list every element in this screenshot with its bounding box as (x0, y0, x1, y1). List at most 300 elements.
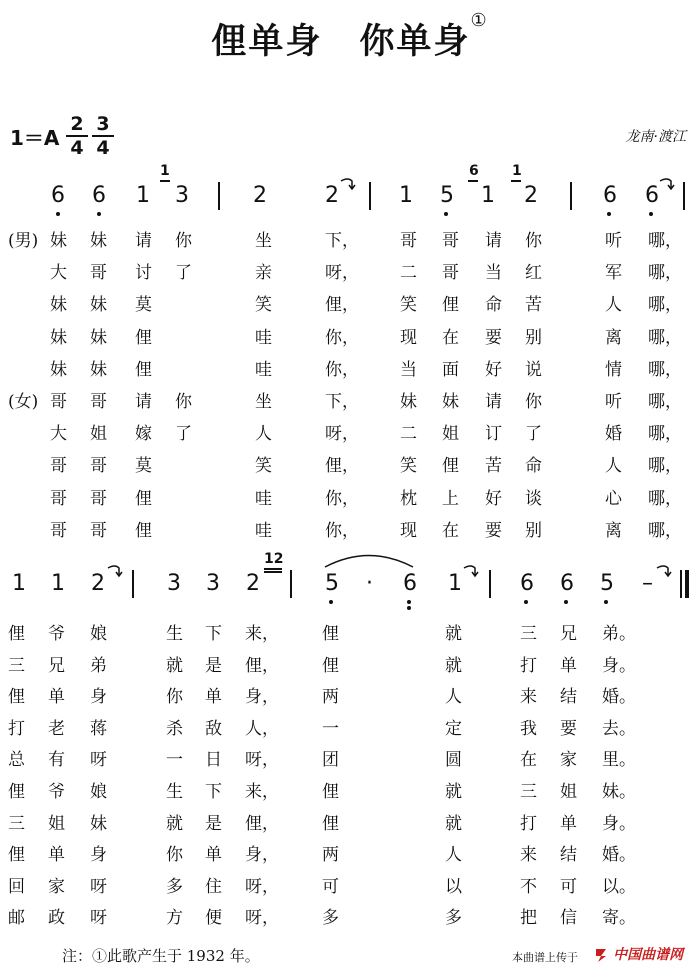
note: 6 (645, 183, 659, 208)
lyric-char: 我 (520, 718, 537, 739)
lyric-char: 便 (205, 908, 222, 929)
singer-label: (女) (8, 392, 39, 412)
lyric-char: 你， (325, 488, 359, 509)
song-title (0, 10, 700, 64)
grace-underline (468, 180, 478, 182)
note: 6 (92, 183, 106, 208)
lyric-char: 坐 (255, 392, 272, 412)
lyric-char: 俚， (325, 295, 359, 316)
lyric-char: 姐 (560, 782, 577, 802)
lyric-char: 姐 (442, 424, 459, 445)
lyric-char: 你 (175, 231, 192, 251)
lyric-char: 哪， (648, 424, 682, 445)
lyric-char: 哪， (648, 327, 682, 348)
lyric-char: 嫁 (135, 424, 152, 445)
lyric-char: 就 (445, 624, 462, 644)
lyric-char: 亲 (255, 263, 272, 284)
lyric-char: 住 (205, 876, 222, 897)
lyric-char: 就 (445, 782, 462, 802)
singer-label: (男) (8, 231, 39, 251)
grace-note: 1 (160, 163, 170, 179)
low-octave-dot (444, 212, 448, 216)
note: 3 (175, 183, 189, 208)
low-octave-dot (604, 600, 608, 604)
bar-line (369, 182, 371, 210)
lyric-char: 在 (442, 520, 459, 541)
lyric-char: 姐 (90, 424, 107, 445)
lyric-char: 身 (90, 687, 107, 708)
lyric-char: 你， (325, 359, 359, 380)
lyric-char: 可 (560, 876, 577, 897)
lyric-char: 是 (205, 813, 222, 834)
lyric-char: 呀 (90, 750, 107, 771)
lyric-char: 娘 (90, 782, 107, 802)
note: 1 (448, 571, 462, 596)
time-sig-denominator: 4 (96, 137, 110, 159)
lyric-char: 里。 (602, 750, 636, 771)
lyric-char: 家 (560, 750, 577, 771)
low-octave-dot (564, 600, 568, 604)
title-text: 俚单身 你单身 (211, 22, 471, 62)
slur-icon (322, 548, 417, 570)
upload-credit: 本曲谱上传于 (512, 951, 578, 964)
grace-underline (264, 571, 282, 573)
lyric-char: 在 (520, 750, 537, 771)
lyric-char: 讨 (135, 263, 152, 284)
lyric-char: 信 (560, 908, 577, 929)
site-logo (594, 944, 683, 964)
lyric-char: 身 (90, 845, 107, 866)
lyric-char: 哥 (50, 456, 67, 477)
lyric-char: 你， (325, 520, 359, 541)
lyric-char: 面 (442, 359, 459, 380)
lyric-char: 上 (442, 488, 459, 509)
lyric-char: 人 (445, 845, 462, 866)
lyric-char: 你 (166, 687, 183, 708)
lyric-char: 呀， (245, 908, 279, 929)
breath-arrow-icon (659, 175, 675, 191)
lyric-char: 哇 (255, 327, 272, 348)
lyric-char: 妹 (50, 327, 67, 348)
lyric-char: 俚 (322, 655, 339, 676)
lyric-char: 听 (605, 231, 622, 251)
lyric-char: 俚 (8, 782, 25, 802)
lyric-char: 俚 (8, 624, 25, 644)
time-sig-numerator: 3 (96, 113, 110, 135)
lyric-char: 要 (560, 718, 577, 739)
lyric-char: 哥 (50, 520, 67, 541)
lyric-char: 妹 (50, 231, 67, 251)
lyric-char: 大 (50, 424, 67, 445)
lyric-char: 妹 (400, 392, 417, 412)
lyric-char: 娘 (90, 624, 107, 644)
lyric-char: 妹 (90, 813, 107, 834)
lyric-char: 敌 (205, 718, 222, 739)
lyric-char: 定 (445, 718, 462, 739)
lyric-char: 下， (325, 392, 359, 412)
lyric-char: 呀， (245, 876, 279, 897)
lyric-char: 二 (400, 263, 417, 284)
lyric-char: 要 (485, 327, 502, 348)
breath-arrow-icon (340, 175, 356, 191)
lyric-char: 了 (525, 424, 542, 445)
lyric-char: 哥 (442, 231, 459, 251)
lyric-char: 订 (485, 424, 502, 445)
lyric-char: 人 (255, 424, 272, 445)
lyric-char: 俚 (135, 359, 152, 380)
lyric-char: 就 (445, 655, 462, 676)
lyric-char: 身。 (602, 813, 636, 834)
lyric-char: 俚 (442, 295, 459, 316)
lyric-char: 单 (48, 687, 65, 708)
lyric-char: 总 (8, 750, 25, 771)
lyric-char: 一 (166, 750, 183, 771)
grace-underline (511, 180, 521, 182)
note: 5 (440, 183, 454, 208)
note: 2 (91, 571, 105, 596)
lyric-char: 以 (445, 876, 462, 897)
lyric-char: 离 (605, 327, 622, 348)
lyric-char: 爷 (48, 782, 65, 802)
lyric-char: 俚 (442, 456, 459, 477)
lyric-char: 回 (8, 876, 25, 897)
lyric-char: 婚。 (602, 687, 636, 708)
lyric-char: 哥 (50, 392, 67, 412)
lyric-char: 妹 (90, 295, 107, 316)
title-footnote-mark: ① (470, 10, 489, 31)
low-octave-dot (649, 212, 653, 216)
lyric-char: 人， (245, 718, 279, 739)
lyric-char: 是 (205, 655, 222, 676)
lyric-char: 枕 (400, 488, 417, 509)
lyric-char: 三 (8, 655, 25, 676)
lyric-char: 哇 (255, 359, 272, 380)
lyric-char: 莫 (135, 295, 152, 316)
lyric-char: 呀 (90, 876, 107, 897)
lyric-char: 寄。 (602, 908, 636, 929)
lyric-char: 以。 (602, 876, 636, 897)
note: 1 (12, 571, 26, 596)
lyric-char: 哪， (648, 359, 682, 380)
lyric-char: 两 (322, 687, 339, 708)
lyric-char: 下， (325, 231, 359, 251)
lyric-char: 请 (135, 392, 152, 412)
lyric-char: 家 (48, 876, 65, 897)
lyric-char: 哥 (90, 392, 107, 412)
lyric-char: 结 (560, 687, 577, 708)
lyric-char: 俚， (245, 655, 279, 676)
lyric-char: 笑 (255, 295, 272, 316)
lyric-char: 下 (205, 782, 222, 802)
lyric-char: 了 (175, 424, 192, 445)
lyric-char: 当 (400, 359, 417, 380)
lyric-char: 弟。 (602, 624, 636, 644)
lyric-char: 现 (400, 520, 417, 541)
time-sig-denominator: 4 (70, 137, 84, 159)
breath-arrow-icon (107, 562, 123, 578)
lyric-char: 杀 (166, 718, 183, 739)
lyric-char: 邮 (8, 908, 25, 929)
lyric-char: 生 (166, 782, 183, 802)
low-octave-dot (607, 212, 611, 216)
note: 5 (600, 571, 614, 596)
bar-line (683, 182, 685, 210)
logo-icon (594, 947, 608, 963)
grace-underline (264, 568, 282, 570)
lyric-char: 三 (520, 782, 537, 802)
lyric-char: 现 (400, 327, 417, 348)
low-octave-dot (407, 600, 411, 604)
low-octave-dot (407, 606, 411, 610)
lyric-char: 情 (605, 359, 622, 380)
note: 2 (524, 183, 538, 208)
time-signature-2-4 (66, 114, 88, 158)
lyric-char: 别 (525, 327, 542, 348)
lyric-char: 苦 (525, 295, 542, 316)
lyric-char: 就 (445, 813, 462, 834)
grace-note: 1 (512, 163, 522, 179)
lyric-char: 妹 (442, 392, 459, 412)
note: 5 (325, 571, 339, 596)
bar-line (290, 570, 292, 598)
lyric-char: 坐 (255, 231, 272, 251)
lyric-char: 不 (520, 876, 537, 897)
lyric-char: 红 (525, 263, 542, 284)
lyric-char: 单 (48, 845, 65, 866)
lyric-char: 蒋 (90, 718, 107, 739)
note: 2 (246, 571, 260, 596)
lyric-char: 去。 (602, 718, 636, 739)
lyric-char: 哥 (442, 263, 459, 284)
lyric-char: 下 (205, 624, 222, 644)
lyric-char: 可 (322, 876, 339, 897)
augmentation-dot: · (366, 571, 373, 596)
bar-line (570, 182, 572, 210)
note: 3 (206, 571, 220, 596)
lyric-char: 方 (166, 908, 183, 929)
lyric-char: 命 (485, 295, 502, 316)
lyric-char: 呀， (245, 750, 279, 771)
lyric-char: 俚 (322, 624, 339, 644)
lyric-char: 三 (8, 813, 25, 834)
lyric-char: 爷 (48, 624, 65, 644)
lyric-char: 呀， (325, 263, 359, 284)
grace-note: 6 (469, 163, 479, 179)
lyric-char: 妹 (50, 295, 67, 316)
lyric-char: 俚 (8, 845, 25, 866)
lyric-char: 心 (605, 488, 622, 509)
lyric-char: 哥 (90, 520, 107, 541)
lyric-char: 圆 (445, 750, 462, 771)
lyric-char: 弟 (90, 655, 107, 676)
lyric-char: 苦 (485, 456, 502, 477)
low-octave-dot (97, 212, 101, 216)
lyric-char: 好 (485, 488, 502, 509)
lyric-char: 打 (520, 813, 537, 834)
lyric-char: 二 (400, 424, 417, 445)
lyric-char: 哪， (648, 295, 682, 316)
lyric-char: 老 (48, 718, 65, 739)
lyric-char: 姐 (48, 813, 65, 834)
lyric-char: 好 (485, 359, 502, 380)
lyric-char: 俚 (135, 488, 152, 509)
lyric-char: 哪， (648, 263, 682, 284)
lyric-char: 来 (520, 687, 537, 708)
lyric-char: 请 (135, 231, 152, 251)
lyric-char: 哪， (648, 392, 682, 412)
lyric-char: 人 (445, 687, 462, 708)
lyric-char: 当 (485, 263, 502, 284)
lyric-char: 俚， (245, 813, 279, 834)
song-origin: 龙南·渡江 (625, 129, 686, 145)
lyric-char: 别 (525, 520, 542, 541)
lyric-char: 大 (50, 263, 67, 284)
lyric-char: 俚 (135, 520, 152, 541)
lyric-char: 你 (525, 392, 542, 412)
grace-note: 12 (264, 551, 284, 567)
low-octave-dot (329, 600, 333, 604)
lyric-char: 多 (166, 876, 183, 897)
note: 6 (603, 183, 617, 208)
lyric-char: 妹 (90, 327, 107, 348)
lyric-char: 人 (605, 295, 622, 316)
lyric-char: 打 (520, 655, 537, 676)
breath-arrow-icon (463, 562, 479, 578)
lyric-char: 妹 (90, 359, 107, 380)
lyric-char: 人 (605, 456, 622, 477)
lyric-char: 你 (525, 231, 542, 251)
time-signature-3-4 (92, 114, 114, 158)
lyric-char: 命 (525, 456, 542, 477)
lyric-char: 生 (166, 624, 183, 644)
lyric-char: 俚， (325, 456, 359, 477)
lyric-char: 了 (175, 263, 192, 284)
lyric-char: 婚。 (602, 845, 636, 866)
lyric-char: 哪， (648, 488, 682, 509)
lyric-char: 哪， (648, 456, 682, 477)
lyric-char: 来， (245, 624, 279, 644)
lyric-char: 单 (560, 655, 577, 676)
bar-line (218, 182, 220, 210)
dash: – (642, 571, 653, 596)
lyric-char: 请 (485, 392, 502, 412)
note: 1 (51, 571, 65, 596)
lyric-char: 哥 (90, 263, 107, 284)
lyric-char: 你 (175, 392, 192, 412)
lyric-char: 单 (560, 813, 577, 834)
lyric-char: 呀， (325, 424, 359, 445)
lyric-char: 身， (245, 687, 279, 708)
lyric-char: 要 (485, 520, 502, 541)
lyric-char: 来， (245, 782, 279, 802)
lyric-char: 俚 (135, 327, 152, 348)
note: 2 (253, 183, 267, 208)
note: 1 (399, 183, 413, 208)
lyric-char: 俚 (322, 782, 339, 802)
logo-text: 中国曲谱网 (613, 947, 684, 963)
low-octave-dot (524, 600, 528, 604)
final-bar-thin (680, 570, 682, 598)
note: 3 (167, 571, 181, 596)
lyric-char: 哥 (400, 231, 417, 251)
lyric-char: 俚 (322, 813, 339, 834)
lyric-char: 把 (520, 908, 537, 929)
lyric-char: 军 (605, 263, 622, 284)
lyric-char: 笑 (400, 456, 417, 477)
lyric-char: 请 (485, 231, 502, 251)
lyric-char: 打 (8, 718, 25, 739)
lyric-char: 在 (442, 327, 459, 348)
footnote: 注：①此歌产生于 1932 年。 (62, 947, 260, 965)
note: 6 (520, 571, 534, 596)
lyric-char: 单 (205, 687, 222, 708)
low-octave-dot (56, 212, 60, 216)
lyric-char: 呀 (90, 908, 107, 929)
lyric-char: 有 (48, 750, 65, 771)
lyric-char: 谈 (525, 488, 542, 509)
lyric-char: 哥 (50, 488, 67, 509)
note: 1 (136, 183, 150, 208)
lyric-char: 哪， (648, 231, 682, 251)
note: 6 (560, 571, 574, 596)
lyric-char: 哪， (648, 520, 682, 541)
lyric-char: 多 (322, 908, 339, 929)
bar-line (489, 570, 491, 598)
lyric-char: 政 (48, 908, 65, 929)
lyric-char: 两 (322, 845, 339, 866)
lyric-char: 兄 (48, 655, 65, 676)
lyric-char: 哥 (90, 488, 107, 509)
lyric-char: 说 (525, 359, 542, 380)
lyric-char: 离 (605, 520, 622, 541)
final-bar-thick (685, 570, 689, 598)
lyric-char: 一 (322, 718, 339, 739)
lyric-char: 兄 (560, 624, 577, 644)
lyric-char: 妹 (90, 231, 107, 251)
lyric-char: 身， (245, 845, 279, 866)
lyric-char: 妹。 (602, 782, 636, 802)
lyric-char: 妹 (50, 359, 67, 380)
lyric-char: 你 (166, 845, 183, 866)
lyric-char: 身。 (602, 655, 636, 676)
lyric-char: 团 (322, 750, 339, 771)
note: 1 (481, 183, 495, 208)
lyric-char: 单 (205, 845, 222, 866)
breath-arrow-icon (656, 562, 672, 578)
lyric-char: 哇 (255, 520, 272, 541)
lyric-char: 笑 (255, 456, 272, 477)
note: 6 (403, 571, 417, 596)
lyric-char: 俚 (8, 687, 25, 708)
lyric-char: 听 (605, 392, 622, 412)
lyric-char: 三 (520, 624, 537, 644)
key-signature: 1＝A (10, 126, 60, 150)
lyric-char: 日 (205, 750, 222, 771)
lyric-char: 你， (325, 327, 359, 348)
lyric-char: 莫 (135, 456, 152, 477)
lyric-char: 来 (520, 845, 537, 866)
note: 2 (325, 183, 339, 208)
lyric-char: 就 (166, 813, 183, 834)
grace-underline (160, 180, 170, 182)
bar-line (132, 570, 134, 598)
lyric-char: 哇 (255, 488, 272, 509)
lyric-char: 笑 (400, 295, 417, 316)
lyric-char: 结 (560, 845, 577, 866)
lyric-char: 多 (445, 908, 462, 929)
lyric-char: 婚 (605, 424, 622, 445)
time-sig-numerator: 2 (70, 113, 84, 135)
